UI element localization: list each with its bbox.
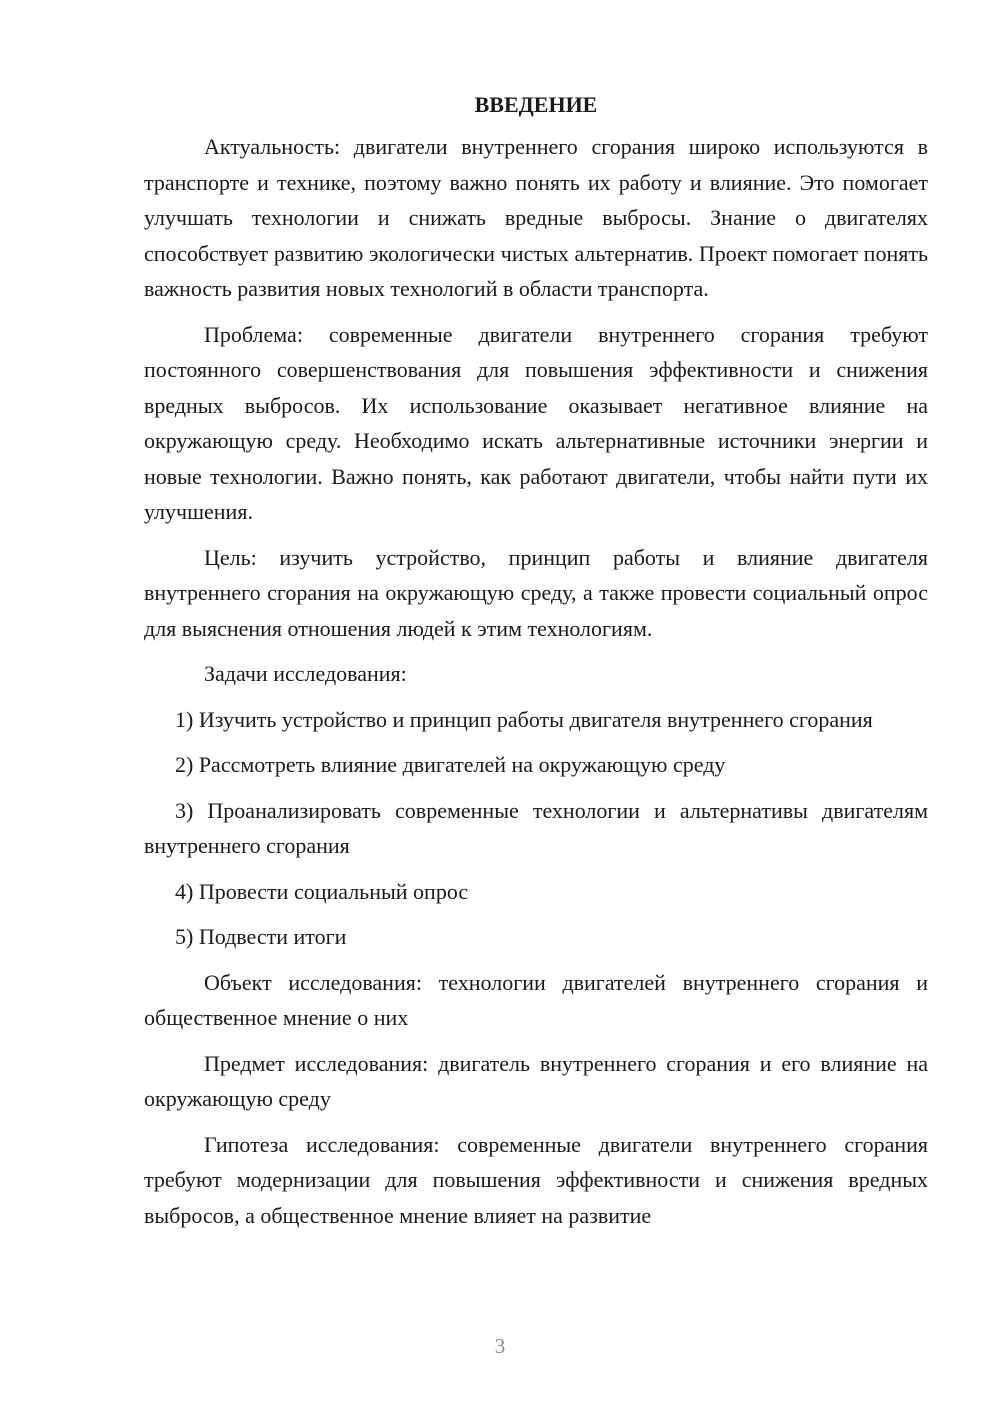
relevance-paragraph: Актуальность: двигатели внутреннего сгорания широко используются в транспорте и технике, поэтому важно понять их работу и влияние. Это помогает улучшать технологии и снижать вредные выбросы. Знание о двигателях способствует развитию экологически чистых альтернатив. Проект помогает понять важность развития новых технологий в области транспорта. (144, 134, 928, 301)
object-paragraph: Объект исследования: технологии двигателей внутреннего сгорания и общественное мнение о них (144, 969, 928, 1030)
task-item: 2) Рассмотреть влияние двигателей на окружающую среду (175, 752, 726, 777)
task-item: 3) Проанализировать современные технологии и альтернативы двигателям внутреннего сгорания (144, 797, 928, 858)
subject-paragraph: Предмет исследования: двигатель внутреннего сгорания и его влияние на окружающую среду (144, 1050, 928, 1111)
task-item: 4) Провести социальный опрос (175, 878, 469, 904)
tasks-heading: Задачи исследования: (204, 661, 407, 686)
task-item: 1) Изучить устройство и принцип работы двигателя внутреннего сгорания (175, 706, 873, 732)
goal-paragraph: Цель: изучить устройство, принцип работы и влияние двигателя внутреннего сгорания на окружающую среду, а также провести социальный опрос для выяснения отношения людей к этим технологиям. (144, 544, 928, 641)
page-content (144, 90, 928, 1243)
hypothesis-paragraph: Гипотеза исследования: современные двигатели внутреннего сгорания требуют модернизации для повышения эффективности и снижения вредных выбросов, а общественное мнение влияет на развитие (144, 1131, 928, 1228)
page-title: ВВЕДЕНИЕ (474, 92, 598, 117)
problem-paragraph: Проблема: современные двигатели внутреннего сгорания требуют постоянного совершенствования для повышения эффективности и снижения вредных выбросов. Их использование оказывает негативное влияние на окружающую среду. Необходимо искать альтернативные источники энергии и новые технологии. Важно понять, как работают двигатели, чтобы найти пути их улучшения. (144, 321, 928, 524)
task-item: 5) Подвести итоги (175, 924, 347, 949)
page-number: 3 (494, 1334, 506, 1358)
